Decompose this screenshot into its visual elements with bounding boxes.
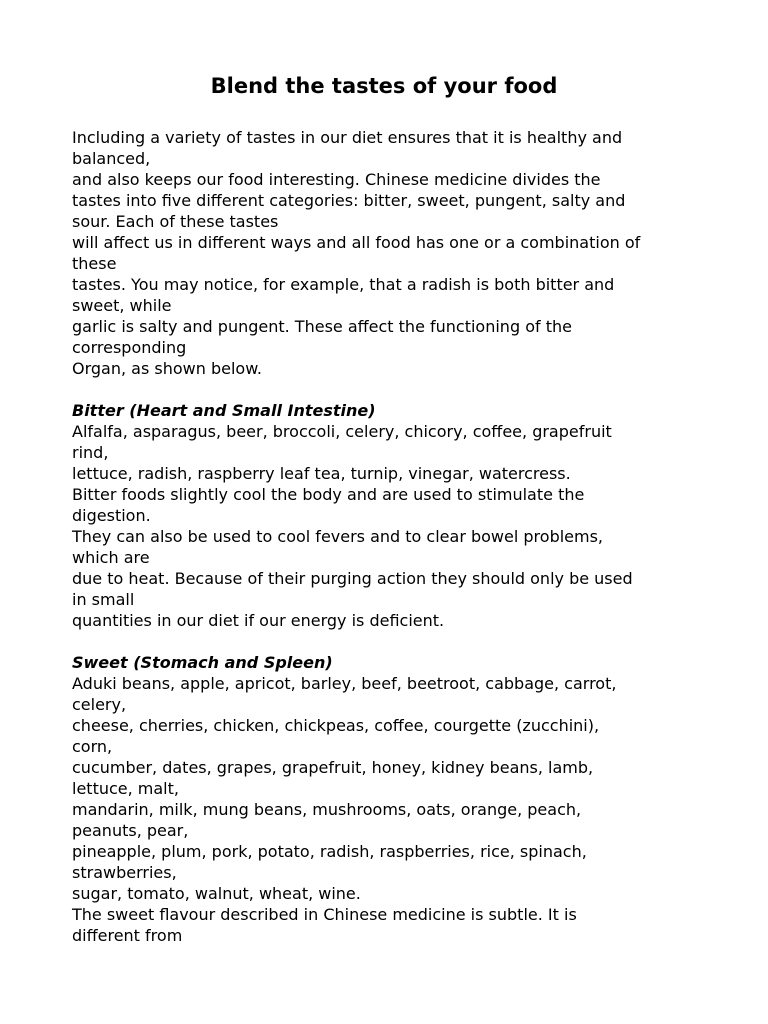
text-line: corn,: [72, 737, 113, 756]
text-line: will affect us in different ways and all food has one or a combination of: [72, 233, 641, 252]
text-line: these: [72, 254, 117, 273]
text-line: peanuts, pear,: [72, 821, 189, 840]
text-line: quantities in our diet if our energy is deficient.: [72, 611, 445, 630]
text-line: cheese, cherries, chicken, chickpeas, coffee, courgette (zucchini),: [72, 716, 600, 735]
text-line: which are: [72, 548, 150, 567]
text-line: tastes. You may notice, for example, that a radish is both bitter and: [72, 275, 615, 294]
text-line: sour. Each of these tastes: [72, 212, 279, 231]
sweet-section: [72, 652, 732, 946]
page-title: Blend the tastes of your food: [210, 74, 558, 98]
text-line: Including a variety of tastes in our diet ensures that it is healthy and: [72, 128, 623, 147]
text-line: balanced,: [72, 149, 151, 168]
text-line: mandarin, milk, mung beans, mushrooms, oats, orange, peach,: [72, 800, 582, 819]
text-line: celery,: [72, 695, 127, 714]
text-line: corresponding: [72, 338, 187, 357]
text-line: garlic is salty and pungent. These affect the functioning of the: [72, 317, 572, 336]
text-line: strawberries,: [72, 863, 177, 882]
bitter-heading: Bitter (Heart and Small Intestine): [72, 401, 376, 420]
text-line: and also keeps our food interesting. Chinese medicine divides the: [72, 170, 601, 189]
text-line: different from: [72, 926, 183, 945]
text-line: lettuce, malt,: [72, 779, 179, 798]
text-line: Alfalfa, asparagus, beer, broccoli, celery, chicory, coffee, grapefruit: [72, 422, 612, 441]
text-line: Bitter foods slightly cool the body and are used to stimulate the: [72, 485, 585, 504]
text-line: Organ, as shown below.: [72, 359, 262, 378]
document-body: [72, 127, 732, 946]
paragraph-gap: [72, 631, 732, 652]
text-line: Aduki beans, apple, apricot, barley, beef, beetroot, cabbage, carrot,: [72, 674, 617, 693]
text-line: sugar, tomato, walnut, wheat, wine.: [72, 884, 361, 903]
text-line: The sweet flavour described in Chinese medicine is subtle. It is: [72, 905, 577, 924]
text-line: pineapple, plum, pork, potato, radish, raspberries, rice, spinach,: [72, 842, 587, 861]
text-line: cucumber, dates, grapes, grapefruit, honey, kidney beans, lamb,: [72, 758, 594, 777]
text-line: lettuce, radish, raspberry leaf tea, turnip, vinegar, watercress.: [72, 464, 571, 483]
bitter-section: [72, 400, 732, 631]
text-line: due to heat. Because of their purging action they should only be used: [72, 569, 633, 588]
sweet-heading: Sweet (Stomach and Spleen): [72, 653, 333, 672]
paragraph-gap: [72, 379, 732, 400]
text-line: They can also be used to cool fevers and to clear bowel problems,: [72, 527, 604, 546]
text-line: tastes into five different categories: bitter, sweet, pungent, salty and: [72, 191, 626, 210]
text-line: digestion.: [72, 506, 151, 525]
text-line: in small: [72, 590, 135, 609]
text-line: sweet, while: [72, 296, 172, 315]
intro-section: [72, 127, 732, 379]
text-line: rind,: [72, 443, 109, 462]
